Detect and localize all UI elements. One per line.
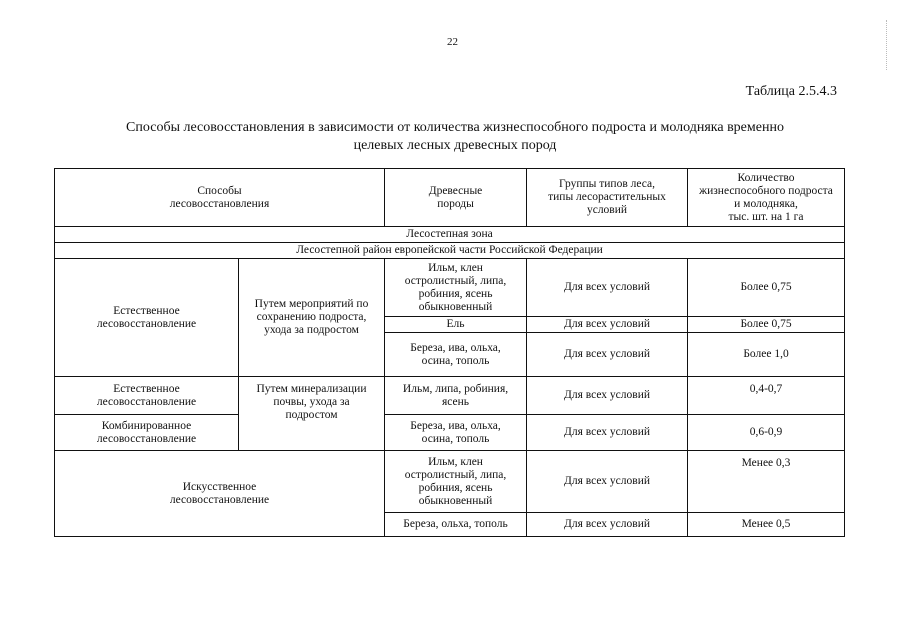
table-row bbox=[55, 377, 845, 415]
conditions-cell: Для всех условий bbox=[527, 377, 688, 415]
conditions-cell: Для всех условий bbox=[527, 415, 688, 451]
table-row bbox=[55, 415, 845, 451]
region-row bbox=[55, 243, 845, 259]
measures-cell: Путем минерализации почвы, ухода за подростом bbox=[239, 377, 385, 451]
method-cell: Естественное лесовосстановление bbox=[55, 377, 239, 415]
table-header-row bbox=[55, 169, 845, 227]
method-cell: Искусственное лесовосстановление bbox=[55, 451, 385, 537]
table-row bbox=[55, 451, 845, 513]
quantity-cell: Менее 0,5 bbox=[688, 513, 845, 537]
conditions-cell: Для всех условий bbox=[527, 451, 688, 513]
species-cell: Береза, ива, ольха, осина, тополь bbox=[385, 415, 527, 451]
measures-cell: Путем мероприятий по сохранению подроста, ухода за подростом bbox=[239, 259, 385, 377]
scan-artifact bbox=[880, 20, 887, 70]
zone-name: Лесостепная зона bbox=[55, 227, 845, 243]
method-cell: Естественное лесовосстановление bbox=[55, 259, 239, 377]
conditions-cell: Для всех условий bbox=[527, 513, 688, 537]
page-number: 22 bbox=[447, 36, 458, 48]
title-line: целевых лесных древесных пород bbox=[353, 138, 557, 153]
quantity-cell: 0,6-0,9 bbox=[688, 415, 845, 451]
header-methods: Способы лесовосстановления bbox=[55, 169, 385, 227]
quantity-cell: Более 0,75 bbox=[688, 317, 845, 333]
table-id: Таблица 2.5.4.3 bbox=[745, 84, 837, 99]
species-cell: Береза, ольха, тополь bbox=[385, 513, 527, 537]
table-row bbox=[55, 259, 845, 317]
header-species: Древесные породы bbox=[385, 169, 527, 227]
species-cell: Ильм, клен остролистный, липа, робиния, ясень обыкновенный bbox=[385, 259, 527, 317]
conditions-cell: Для всех условий bbox=[527, 317, 688, 333]
conditions-cell: Для всех условий bbox=[527, 259, 688, 317]
region-name: Лесостепной район европейской части Российской Федерации bbox=[55, 243, 845, 259]
zone-row bbox=[55, 227, 845, 243]
header-groups: Группы типов леса, типы лесорастительных условий bbox=[527, 169, 688, 227]
quantity-cell: Менее 0,3 bbox=[688, 451, 845, 513]
species-cell: Ель bbox=[385, 317, 527, 333]
table-title bbox=[60, 119, 850, 155]
quantity-cell: Более 1,0 bbox=[688, 333, 845, 377]
title-line: Способы лесовосстановления в зависимости от количества жизнеспособного подроста и молодняка временно bbox=[126, 120, 784, 135]
reforestation-table bbox=[54, 168, 845, 537]
conditions-cell: Для всех условий bbox=[527, 333, 688, 377]
method-cell: Комбинированное лесовосстановление bbox=[55, 415, 239, 451]
header-quantity: Количество жизнеспособного подроста и молодняка, тыс. шт. на 1 га bbox=[688, 169, 845, 227]
quantity-cell: Более 0,75 bbox=[688, 259, 845, 317]
species-cell: Ильм, липа, робиния, ясень bbox=[385, 377, 527, 415]
species-cell: Ильм, клен остролистный, липа, робиния, ясень обыкновенный bbox=[385, 451, 527, 513]
species-cell: Береза, ива, ольха, осина, тополь bbox=[385, 333, 527, 377]
quantity-cell: 0,4-0,7 bbox=[688, 377, 845, 415]
